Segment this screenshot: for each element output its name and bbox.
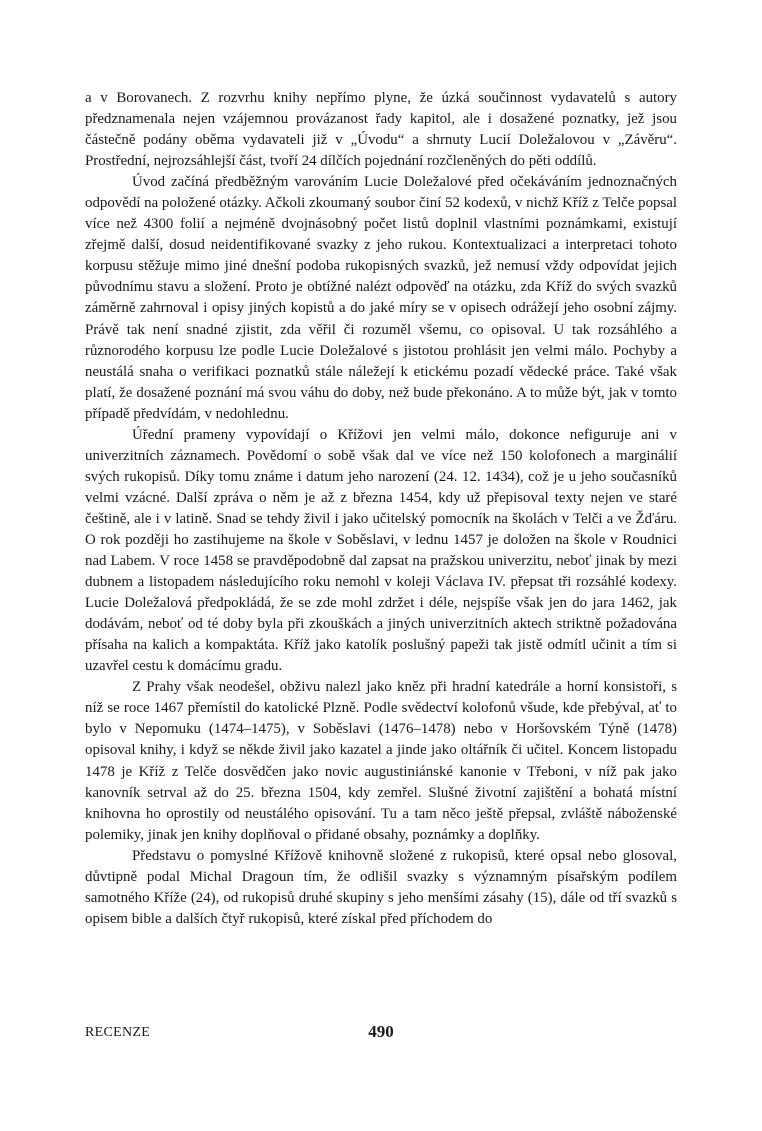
paragraph: Představu o pomyslné Křížově knihovně složené z rukopisů, které opsal nebo glosoval, důvtipně podal Michal Dragoun tím, že odlišil svazky s významným písařským podílem samotného Kříže (24), od rukopisů druhé skupiny s jeho menšími zásahy (15), dále od tří svazků s opisem bible a dalších čtyř rukopisů, které získal před příchodem do: [85, 847, 677, 927]
page-footer: [85, 1020, 677, 1050]
page-number: 490: [368, 1022, 394, 1041]
paragraph: Úvod začíná předběžným varováním Lucie Doležalové před očekáváním jednoznačných odpovědí na položené otázky. Ačkoli zkoumaný soubor činí 52 kodexů, v nichž Kříž z Telče popsal více než 4300 folií a nejméně dvojnásobný počet listů doplnil vlastními poznámkami, existují zřejmě další, dosud neidentifikované svazky z jeho rukou. Kontextualizaci a interpretaci tohoto korpusu stěžuje mimo jiné dnešní podoba rukopisných svazků, jež nemusí vždy odpovídat jejich původnímu stavu a složení. Proto je obtížné nalézt odpověď na otázku, zda Kříž do svých svazků záměrně zahrnoval i opisy jiných kopistů a do jaké míry se v opisech odrážejí jeho osobní zájmy. Právě tak není snadné zjistit, zda věřil či rozuměl všemu, co opisoval. U tak rozsáhlého a různorodého korpusu lze podle Lucie Doležalové s jistotou prohlásit jen velmi málo. Pochyby a neustálá snaha o verifikaci poznatků stále náležejí k etickému pozadí vědecké práce. Také však platí, že dosažené poznání má svou váhu do doby, než bude překonáno. A to může být, jak v tomto případě předvídám, v nedohlednu.: [85, 174, 677, 422]
section-label: RECENZE: [85, 1025, 151, 1040]
paragraph: Úřední prameny vypovídají o Křížovi jen velmi málo, dokonce nefiguruje ani v univerzitních záznamech. Povědomí o sobě však dal ve více než 150 kolofonech a marginálií svých rukopisů. Díky tomu známe i datum jeho narození (24. 12. 1434), což je u jeho současníků velmi vzácné. Další zpráva o něm je až z března 1454, kdy už přepisoval texty nejen ve staré češtině, ale i v latině. Snad se tehdy živil i jako učitelský pomocník na školách v Telči a ve Žďáru. O rok později ho zastihujeme na škole v Soběslavi, v lednu 1457 je doložen na škole v Roudnici nad Labem. V roce 1458 se pravděpodobně dal zapsat na pražskou univerzitu, neboť jinak by mezi dubnem a listopadem následujícího roku nemohl v koleji Václava IV. přepsat tři rozsáhlé kodexy. Lucie Doležalová předpokládá, že se zde mohl zdržet i déle, nejspíše však jen do jara 1462, jak dodávám, neboť od té doby byla při zkouškách a jiných univerzitních aktech striktně požadována přísaha na kalich a kompaktáta. Kříž jako katolík poslušný papeži tak jistě odmítl učinit a tím si uzavřel cestu k domácímu gradu.: [85, 426, 677, 675]
paragraph: a v Borovanech. Z rozvrhu knihy nepřímo plyne, že úzká součinnost vydavatelů s autory předznamenala nejen vzájemnou provázanost řady kapitol, ale i dosažené poznatky, jež jsou částečně podány oběma vydavateli již v „Úvodu“ a shrnuty Lucií Doležalovou v „Závěru“. Prostřední, nejrozsáhlejší část, tvoří 24 dílčích pojednání rozčleněných do pěti oddílů.: [85, 90, 677, 170]
page-body: [85, 88, 677, 930]
paragraph: Z Prahy však neodešel, obživu nalezl jako kněz při hradní katedrále a horní konsistoři, s níž se roce 1467 přemístil do katolické Plzně. Podle svědectví kolofonů všude, kde přebýval, ať to bylo v Nepomuku (1474–1475), v Soběslavi (1476–1478) nebo v Horšovském Týně (1478) opisoval knihy, i když se někde živil jako kazatel a jinde jako oltářník či učitel. Koncem listopadu 1478 je Kříž z Telče dosvědčen jako novic augustiniánské kanonie v Třeboni, v níž pak jako kanovník setrval až do 25. března 1504, kdy zemřel. Slušné životní zajištění a bohatá místní knihovna ho oprostily od neustálého opisování. Tu a tam něco ještě přepsal, zvláště náboženské polemiky, jinak jen knihy doplňoval o přidané obsahy, poznámky a doplňky.: [85, 679, 677, 843]
